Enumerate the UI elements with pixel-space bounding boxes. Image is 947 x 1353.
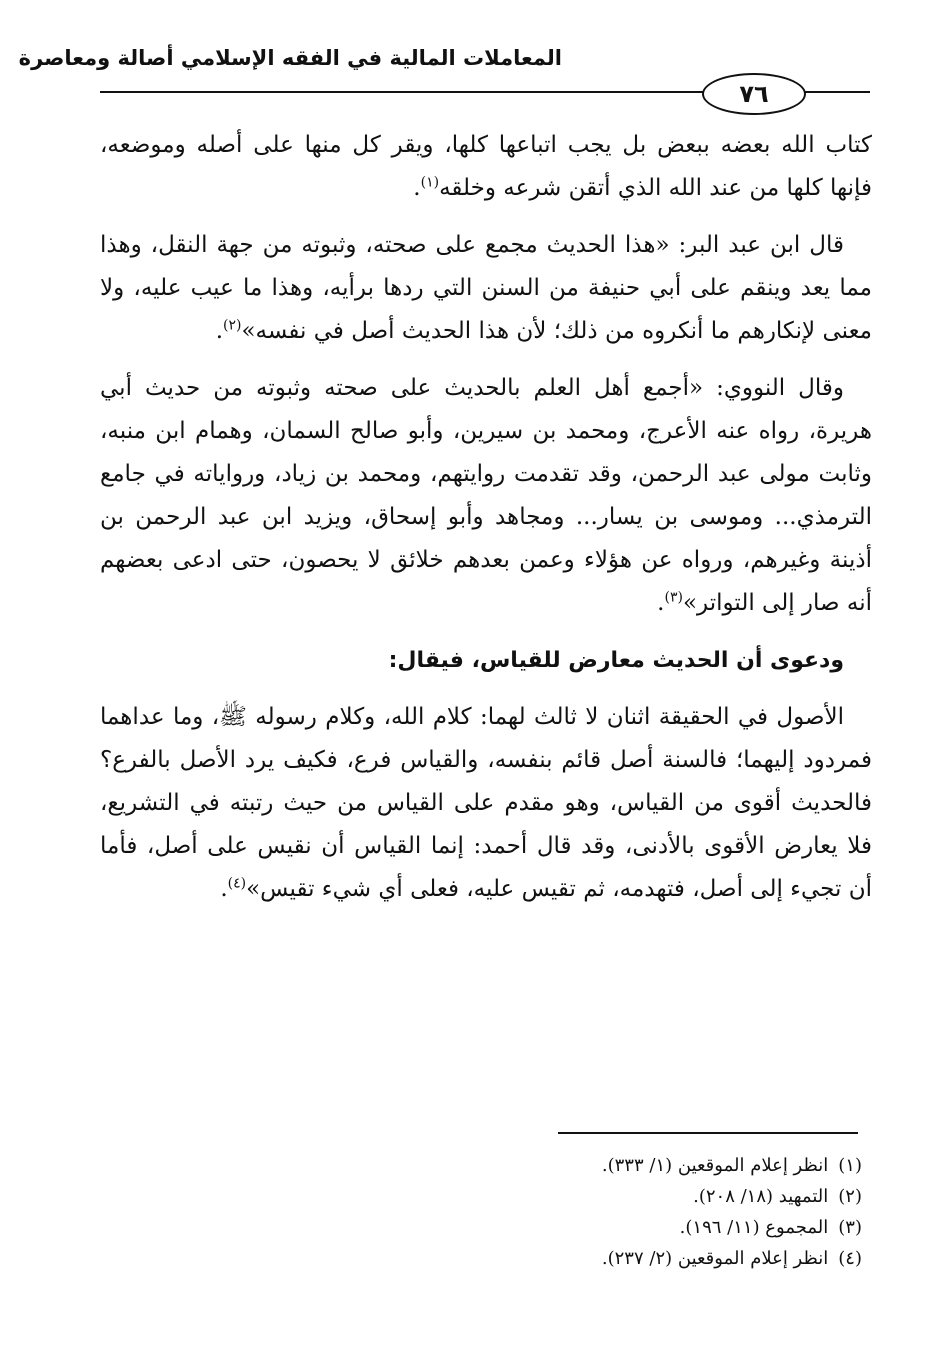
footnote-number: (٣)	[838, 1217, 862, 1238]
paragraph-tail: .	[657, 590, 665, 616]
paragraph-qiyas	[100, 696, 872, 911]
section-heading: ودعوى أن الحديث معارض للقياس، فيقال:	[388, 648, 844, 673]
paragraph-text: الأصول في الحقيقة اثنان لا ثالث لهما: كلام الله، وكلام رسوله ﷺ، وما عداهما فمردود إليهما؛ فالسنة أصل قائم بنفسه، والقياس فرع، فكيف يرد الأصل بالفرع؟ فالحديث أقوى من القياس، وهو مقدم على القياس من حيث رتبته في التشريع، فلا يعارض الأقوى بالأدنى، وقد قال أحمد: إنما القياس أن نقيس على أصل، فأما أن تجيء إلى أصل، فتهدمه، ثم تقيس عليه، فعلى أي شيء تقيس»	[100, 704, 872, 902]
footnote-number: (٤)	[838, 1248, 862, 1269]
footnote-item	[400, 1181, 862, 1212]
footnote-marker: (١)	[420, 174, 440, 191]
footnote-number: (١)	[838, 1155, 862, 1176]
footnote-text: التمهيد (١٨/ ٢٠٨).	[693, 1186, 829, 1207]
footnote-number: (٢)	[838, 1186, 862, 1207]
paragraph-text: وقال النووي: «أجمع أهل العلم بالحديث على صحته وثبوته من حديث أبي هريرة، رواه عنه الأعرج، ومحمد بن سيرين، وأبو صالح السمان، وهمام ابن منبه، وثابت مولى عبد الرحمن، وقد تقدمت روايتهم، ومحمد بن زياد، ورواياته في جامع الترمذي... وموسى بن يسار... ومجاهد وأبو إسحاق، ويزيد ابن عبد الرحمن بن أذينة وغيرهم، ورواه عن هؤلاء وعمن بعدهم خلائق لا يحصون، حتى ادعى بعضهم أنه صار إلى التواتر»	[100, 375, 872, 616]
footnote-text: انظر إعلام الموقعين (٢/ ٢٣٧).	[601, 1248, 829, 1269]
body-text	[100, 124, 872, 925]
footnote-item	[400, 1212, 862, 1243]
paragraph-text: قال ابن عبد البر: «هذا الحديث مجمع على صحته، وثبوته من جهة النقل، وهذا مما يعد وينقم على أبي حنيفة من السنن التي ردها برأيه، وهذا ما عيب عليه، ولا معنى لإنكارهم ما أنكروه من ذلك؛ لأن هذا الحديث أصل في نفسه»	[100, 232, 872, 344]
footnote-marker: (٢)	[223, 317, 242, 334]
paragraph-tail: .	[413, 175, 421, 201]
footnote-item	[400, 1150, 862, 1181]
footnote-marker: (٣)	[664, 589, 683, 606]
page-number: ٧٦	[702, 73, 806, 115]
paragraph-ibn-abd-al-barr	[100, 224, 872, 353]
footnote-text: انظر إعلام الموقعين (١/ ٣٣٣).	[601, 1155, 829, 1176]
paragraph-text: كتاب الله بعضه ببعض بل يجب اتباعها كلها، ويقر كل منها على أصله وموضعه، فإنها كلها من عند الله الذي أتقن شرعه وخلقه	[100, 132, 872, 201]
footnotes	[400, 1150, 862, 1274]
footnote-marker: (٤)	[227, 875, 247, 892]
footnote-item	[400, 1243, 862, 1274]
paragraph-tail: .	[220, 876, 228, 902]
paragraph-nawawi	[100, 367, 872, 625]
running-title: المعاملات المالية في الفقه الإسلامي أصالة ومعاصرة	[18, 46, 562, 70]
footnote-text: المجموع (١١/ ١٩٦).	[679, 1217, 829, 1238]
paragraph-continuation	[100, 124, 872, 210]
paragraph-tail: .	[215, 318, 223, 344]
footnote-separator	[558, 1132, 858, 1134]
